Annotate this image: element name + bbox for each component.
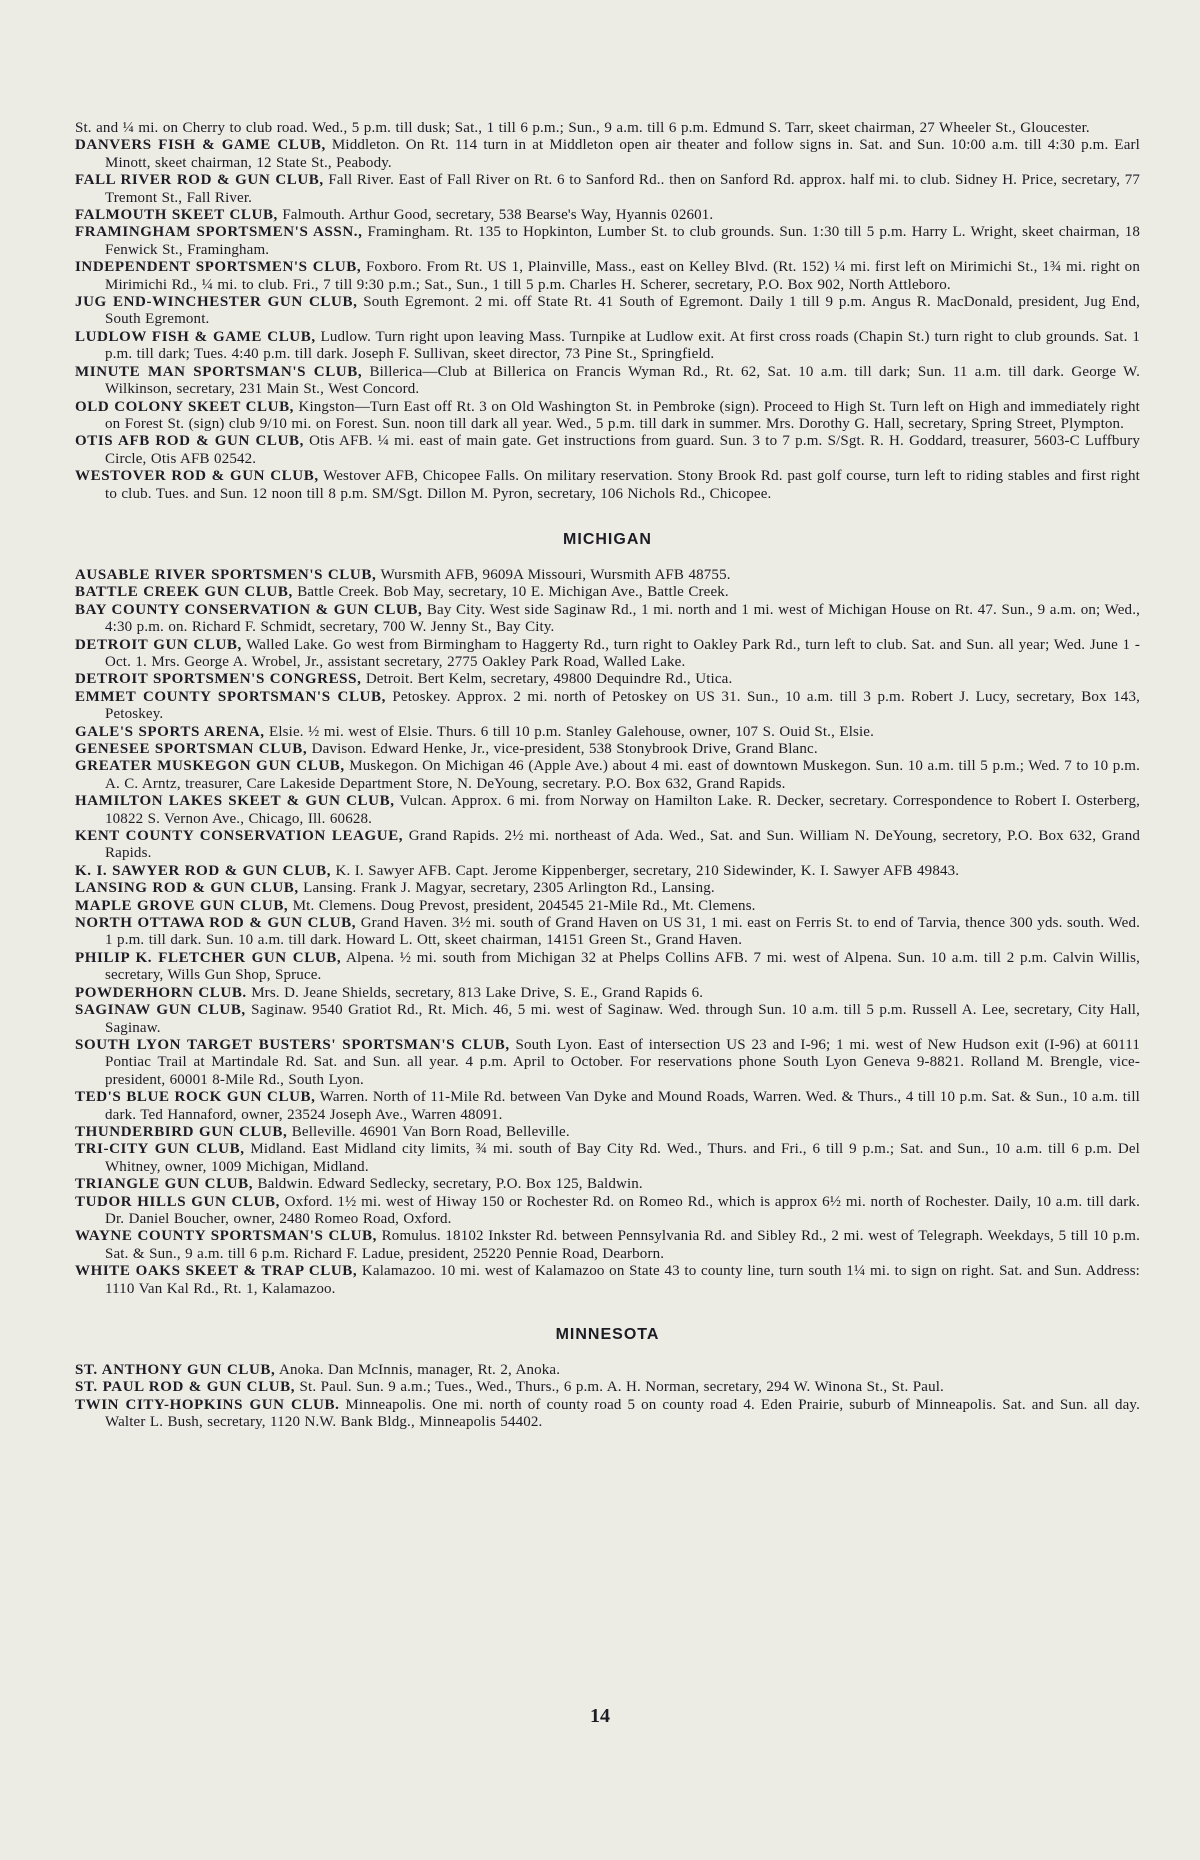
club-details: Detroit. Bert Kelm, secretary, 49800 Dequindre Rd., Utica. (365, 671, 733, 688)
club-details: Bay City. West side Saginaw Rd., 1 mi. north and 1 mi. west of Michigan House on Rt. 47. Sun., 9 a.m. on; Wed., 4:30 p.m. on. Richard F. Schmidt, secretary, 700 W. Jenny St., Bay City. (105, 601, 1140, 636)
club-details: Walled Lake. Go west from Birmingham to Haggerty Rd., turn right to Oakley Park Rd., turn left to club. Sat. and Sun. all year; Wed. June 1 - Oct. 1. Mrs. George A. Wrobel, Jr., assistant secretary, 2775 Oakley Park Road, Walled Lake. (105, 636, 1140, 670)
club-name: WHITE OAKS SKEET & TRAP CLUB, (75, 1263, 358, 1280)
club-entry (75, 207, 1140, 224)
club-entry (75, 468, 1140, 503)
club-entry (75, 1141, 1140, 1176)
club-name: ST. ANTHONY GUN CLUB, (75, 1362, 276, 1378)
club-entry (75, 1263, 1140, 1298)
club-details: Romulus. 18102 Inkster Rd. between Pennsylvania Rd. and Sibley Rd., 2 mi. west of Telegraph. Weekdays, 5 till 10 p.m. Sat. & Sun., 9 a.m. till 6 p.m. Richard F. Ladue, president, 25220 Pennie Road, Dearborn. (105, 1228, 1140, 1262)
club-details: Kalamazoo. 10 mi. west of Kalamazoo on State 43 to county line, turn south 1¼ mi. to sign on right. Sat. and Sun. Address: 1110 Van Kal Rd., Rt. 1, Kalamazoo. (105, 1263, 1140, 1297)
club-entry (75, 329, 1140, 364)
club-name: FALMOUTH SKEET CLUB, (75, 207, 278, 224)
club-name: POWDERHORN CLUB. (75, 984, 247, 1001)
club-name: NORTH OTTAWA ROD & GUN CLUB, (75, 915, 357, 932)
club-entry (75, 364, 1140, 399)
club-entry (75, 1362, 1140, 1379)
massachusetts-continued-section (75, 120, 1140, 503)
club-details: Grand Rapids. 2½ mi. northeast of Ada. Wed., Sat. and Sun. William N. DeYoung, secretory, P.O. Box 632, Grand Rapids. (105, 828, 1140, 862)
club-name: PHILIP K. FLETCHER GUN CLUB, (75, 949, 342, 966)
club-entry (75, 433, 1140, 468)
club-entry (75, 1037, 1140, 1089)
club-name: SAGINAW GUN CLUB, (75, 1002, 246, 1019)
club-entry (75, 828, 1140, 863)
page-number: 14 (590, 1705, 610, 1727)
club-details: Middleton. On Rt. 114 turn in at Middleton open air theater and follow signs in. Sat. and Sun. 10:00 a.m. till 4:30 p.m. Earl Minott, skeet chairman, 12 State St., Peabody. (105, 137, 1141, 171)
club-entry (75, 793, 1140, 828)
club-name: TRI-CITY GUN CLUB, (75, 1141, 245, 1158)
club-details: Muskegon. On Michigan 46 (Apple Ave.) about 4 mi. east of downtown Muskegon. Sun. 10 a.m. till 5 p.m.; Wed. 7 to 10 p.m. A. C. Arntz, treasurer, Care Lakeside Department Store, N. DeYoung, secretary. P.O. Box 632, Grand Rapids. (105, 758, 1141, 792)
club-name: WAYNE COUNTY SPORTSMAN'S CLUB, (75, 1228, 377, 1245)
club-details: Falmouth. Arthur Good, secretary, 538 Bearse's Way, Hyannis 02601. (282, 207, 714, 224)
club-name: TED'S BLUE ROCK GUN CLUB, (75, 1089, 316, 1106)
club-entry (75, 137, 1140, 172)
club-details: Vulcan. Approx. 6 mi. from Norway on Hamilton Lake. R. Decker, secretary. Correspondence to Robert I. Osterberg, 10822 S. Vernon Ave., Chicago, Ill. 60628. (105, 793, 1140, 827)
club-details: Foxboro. From Rt. US 1, Plainville, Mass., east on Kelley Blvd. (Rt. 152) ¼ mi. first left on Mirimichi St., 1¾ mi. right on Mirimichi Rd., ¼ mi. to club. Fri., 7 till 9:30 p.m.; Sat., Sun., 1 till 5 p.m. Charles H. Scherer, secretary, P.O. Box 902, North Attleboro. (105, 259, 1140, 293)
club-entry (75, 120, 1140, 137)
club-name: LUDLOW FISH & GAME CLUB, (75, 328, 316, 345)
club-details: Oxford. 1½ mi. west of Hiway 150 or Rochester Rd. on Romeo Rd., which is approx 6½ mi. north of Rochester. Daily, 10 a.m. till dark. Dr. Daniel Boucher, owner, 2480 Romeo Road, Oxford. (105, 1193, 1140, 1227)
club-details: Petoskey. Approx. 2 mi. north of Petoskey on US 31. Sun., 10 a.m. till 3 p.m. Robert J. Lucy, secretary, Box 143, Petoskey. (105, 688, 1141, 723)
club-name: TWIN CITY-HOPKINS GUN CLUB. (75, 1396, 340, 1413)
club-details: Davison. Edward Henke, Jr., vice-president, 538 Stonybrook Drive, Grand Blanc. (311, 741, 818, 757)
club-entry (75, 1397, 1140, 1432)
club-name: HAMILTON LAKES SKEET & GUN CLUB, (75, 793, 395, 810)
club-details: Otis AFB. ¼ mi. east of main gate. Get instructions from guard. Sun. 3 to 7 p.m. S/Sgt. R. H. Goddard, treasurer, 5603-C Luffbury Circle, Otis AFB 02542. (105, 433, 1141, 467)
club-details: St. and ¼ mi. on Cherry to club road. Wed., 5 p.m. till dusk; Sat., 1 till 6 p.m.; Sun., 9 a.m. till 6 p.m. Edmund S. Tarr, skeet chairman, 27 Wheeler St., Gloucester. (75, 120, 1090, 136)
club-name: TUDOR HILLS GUN CLUB, (75, 1193, 280, 1210)
club-details: Minneapolis. One mi. north of county road 5 on county road 4. Eden Prairie, suburb of Minneapolis. Sat. and Sun. all day. Walter L. Bush, secretary, 1120 N.W. Bank Bldg., Minneapolis 54402. (105, 1396, 1140, 1431)
club-entry (75, 1194, 1140, 1229)
club-name: MAPLE GROVE GUN CLUB, (75, 897, 289, 914)
section-heading-minnesota: MINNESOTA (555, 1326, 660, 1343)
club-details: Warren. North of 11-Mile Rd. between Van Dyke and Mound Roads, Warren. Wed. & Thurs., 4 till 10 p.m. Sat. & Sun., 10 a.m. till dark. Ted Hannaford, owner, 23524 Joseph Ave., Warren 48091. (105, 1089, 1140, 1123)
club-name: FRAMINGHAM SPORTSMEN'S ASSN., (75, 224, 363, 241)
club-details: Kingston—Turn East off Rt. 3 on Old Washington St. in Pembroke (sign). Proceed to High St. Turn left on High and immediately right on Forest St. (sign) club 9/10 mi. on Forest. Sun. noon till dark all year. Wed., 5 p.m. till dark in summer. Mrs. Dorothy G. Hall, secretary, Spring Street, Plympton. (105, 398, 1140, 432)
club-details: Midland. East Midland city limits, ¾ mi. south of Bay City Rd. Wed., Thurs. and Fri., 6 till 9 p.m.; Sat. and Sun., 10 a.m. till 6 p.m. Del Whitney, owner, 1009 Michigan, Midland. (105, 1141, 1140, 1175)
section-heading-michigan: MICHIGAN (563, 530, 652, 548)
club-details: Westover AFB, Chicopee Falls. On military reservation. Stony Brook Rd. past golf course, turn left to riding stables and first right to club. Tues. and Sun. 12 noon till 8 p.m. SM/Sgt. Dillon M. Pyron, secretary, 106 Nichols Rd., Chicopee. (105, 468, 1140, 502)
club-name: OTIS AFB ROD & GUN CLUB, (75, 433, 304, 450)
club-name: DETROIT SPORTSMEN'S CONGRESS, (75, 671, 362, 688)
club-entry (75, 259, 1140, 294)
club-entry (75, 671, 1140, 688)
club-name: K. I. SAWYER ROD & GUN CLUB, (75, 862, 332, 879)
club-name: BAY COUNTY CONSERVATION & GUN CLUB, (75, 601, 423, 618)
club-details: Belleville. 46901 Van Born Road, Belleville. (291, 1123, 570, 1140)
club-details: South Egremont. 2 mi. off State Rt. 41 South of Egremont. Daily 1 till 9 p.m. Angus R. MacDonald, president, Jug End, South Egremont. (105, 294, 1140, 328)
club-name: INDEPENDENT SPORTSMEN'S CLUB, (75, 259, 362, 276)
club-details: Ludlow. Turn right upon leaving Mass. Turnpike at Ludlow exit. At first cross roads (Chapin St.) turn right to club grounds. Sat. 1 p.m. till dark; Tues. 4:40 p.m. till dark. Joseph F. Sullivan, skeet director, 73 Pine St., Springfield. (105, 328, 1140, 363)
club-name: DETROIT GUN CLUB, (75, 636, 242, 653)
club-details: St. Paul. Sun. 9 a.m.; Tues., Wed., Thurs., 6 p.m. A. H. Norman, secretary, 294 W. Winona St., St. Paul. (299, 1379, 944, 1396)
club-entry (75, 724, 1140, 741)
club-details: Wursmith AFB, 9609A Missouri, Wursmith AFB 48755. (380, 566, 731, 583)
club-name: AUSABLE RIVER SPORTSMEN'S CLUB, (75, 566, 377, 583)
club-name: GENESEE SPORTSMAN CLUB, (75, 741, 308, 757)
club-entry (75, 880, 1140, 897)
club-entry (75, 689, 1140, 724)
club-name: SOUTH LYON TARGET BUSTERS' SPORTSMAN'S CLUB, (75, 1036, 510, 1053)
club-name: DANVERS FISH & GAME CLUB, (75, 137, 326, 154)
club-details: Anoka. Dan McInnis, manager, Rt. 2, Anoka. (278, 1362, 561, 1378)
club-entry (75, 1089, 1140, 1124)
club-name: LANSING ROD & GUN CLUB, (75, 880, 299, 897)
club-entry (75, 863, 1140, 880)
club-entry (75, 985, 1140, 1002)
club-name: JUG END-WINCHESTER GUN CLUB, (75, 294, 358, 311)
club-entry (75, 224, 1140, 259)
club-details: Framingham. Rt. 135 to Hopkinton, Lumber St. to club grounds. Sun. 1:30 till 5 p.m. Harry L. Wright, skeet chairman, 18 Fenwick St., Framingham. (105, 224, 1141, 258)
club-name: BATTLE CREEK GUN CLUB, (75, 584, 293, 601)
club-details: Baldwin. Edward Sedlecky, secretary, P.O. Box 125, Baldwin. (257, 1176, 643, 1193)
club-entry (75, 567, 1140, 584)
club-details: Billerica—Club at Billerica on Francis Wyman Rd., Rt. 62, Sat. 10 a.m. till dark; Sun. 11 a.m. till dark. George W. Wilkinson, secretary, 231 Main St., West Concord. (105, 363, 1141, 398)
club-name: TRIANGLE GUN CLUB, (75, 1176, 254, 1193)
michigan-section (75, 567, 1140, 1298)
club-name: GALE'S SPORTS ARENA, (75, 723, 265, 740)
club-entry (75, 294, 1140, 329)
club-entry (75, 1379, 1140, 1396)
club-entry (75, 1002, 1140, 1037)
club-entry (75, 1228, 1140, 1263)
club-entry (75, 584, 1140, 601)
club-name: MINUTE MAN SPORTSMAN'S CLUB, (75, 363, 363, 380)
club-details: Elsie. ½ mi. west of Elsie. Thurs. 6 till 10 p.m. Stanley Galehouse, owner, 107 S. Ouid St., Elsie. (269, 723, 875, 740)
club-details: Saginaw. 9540 Gratiot Rd., Rt. Mich. 46, 5 mi. west of Saginaw. Wed. through Sun. 10 a.m. till 5 p.m. Russell A. Lee, secretary, City Hall, Saginaw. (105, 1002, 1141, 1036)
club-name: THUNDERBIRD GUN CLUB, (75, 1123, 288, 1140)
club-details: Mrs. D. Jeane Shields, secretary, 813 Lake Drive, S. E., Grand Rapids 6. (251, 984, 704, 1001)
club-details: Mt. Clemens. Doug Prevost, president, 204545 21-Mile Rd., Mt. Clemens. (292, 897, 756, 914)
club-name: GREATER MUSKEGON GUN CLUB, (75, 758, 345, 775)
club-entry (75, 399, 1140, 434)
club-name: FALL RIVER ROD & GUN CLUB, (75, 172, 324, 189)
club-details: Fall River. East of Fall River on Rt. 6 to Sanford Rd.. then on Sanford Rd. approx. half mi. to club. Sidney H. Price, secretary, 77 Tremont St., Fall River. (105, 172, 1140, 206)
club-name: OLD COLONY SKEET CLUB, (75, 398, 295, 415)
club-details: Lansing. Frank J. Magyar, secretary, 2305 Arlington Rd., Lansing. (303, 880, 715, 897)
club-entry (75, 602, 1140, 637)
directory-page (75, 120, 1140, 1820)
club-entry (75, 915, 1140, 950)
club-entry (75, 1124, 1140, 1141)
club-name: WESTOVER ROD & GUN CLUB, (75, 468, 319, 485)
club-entry (75, 741, 1140, 758)
club-name: ST. PAUL ROD & GUN CLUB, (75, 1379, 296, 1396)
club-entry (75, 758, 1140, 793)
club-name: EMMET COUNTY SPORTSMAN'S CLUB, (75, 688, 386, 705)
minnesota-section (75, 1362, 1140, 1432)
club-entry (75, 898, 1140, 915)
club-entry (75, 172, 1140, 207)
club-details: K. I. Sawyer AFB. Capt. Jerome Kippenberger, secretary, 210 Sidewinder, K. I. Sawyer AFB 49843. (335, 862, 960, 879)
club-entry (75, 1176, 1140, 1193)
club-details: Alpena. ½ mi. south from Michigan 32 at Phelps Collins AFB. 7 mi. west of Alpena. Sun. 10 a.m. till 2 p.m. Calvin Willis, secretary, Wills Gun Shop, Spruce. (105, 949, 1140, 984)
club-details: South Lyon. East of intersection US 23 and I-96; 1 mi. west of New Hudson exit (I-96) at 60111 Pontiac Trail at Martindale Rd. Sat. and Sun. all year. 4 p.m. April to October. For reservations phone South Lyon Geneva 9-8821. Rolland M. Brengle, vice-president, 60001 8-Mile Rd., South Lyon. (105, 1036, 1141, 1088)
club-details: Battle Creek. Bob May, secretary, 10 E. Michigan Ave., Battle Creek. (297, 584, 729, 601)
club-entry (75, 950, 1140, 985)
club-entry (75, 637, 1140, 672)
club-details: Grand Haven. 3½ mi. south of Grand Haven on US 31, 1 mi. east on Ferris St. to end of Tarvia, thence 300 yds. south. Wed. 1 p.m. till dark. Sun. 10 a.m. till dark. Howard L. Ott, skeet chairman, 14151 Green St., Grand Haven. (105, 915, 1140, 949)
club-name: KENT COUNTY CONSERVATION LEAGUE, (75, 828, 404, 845)
